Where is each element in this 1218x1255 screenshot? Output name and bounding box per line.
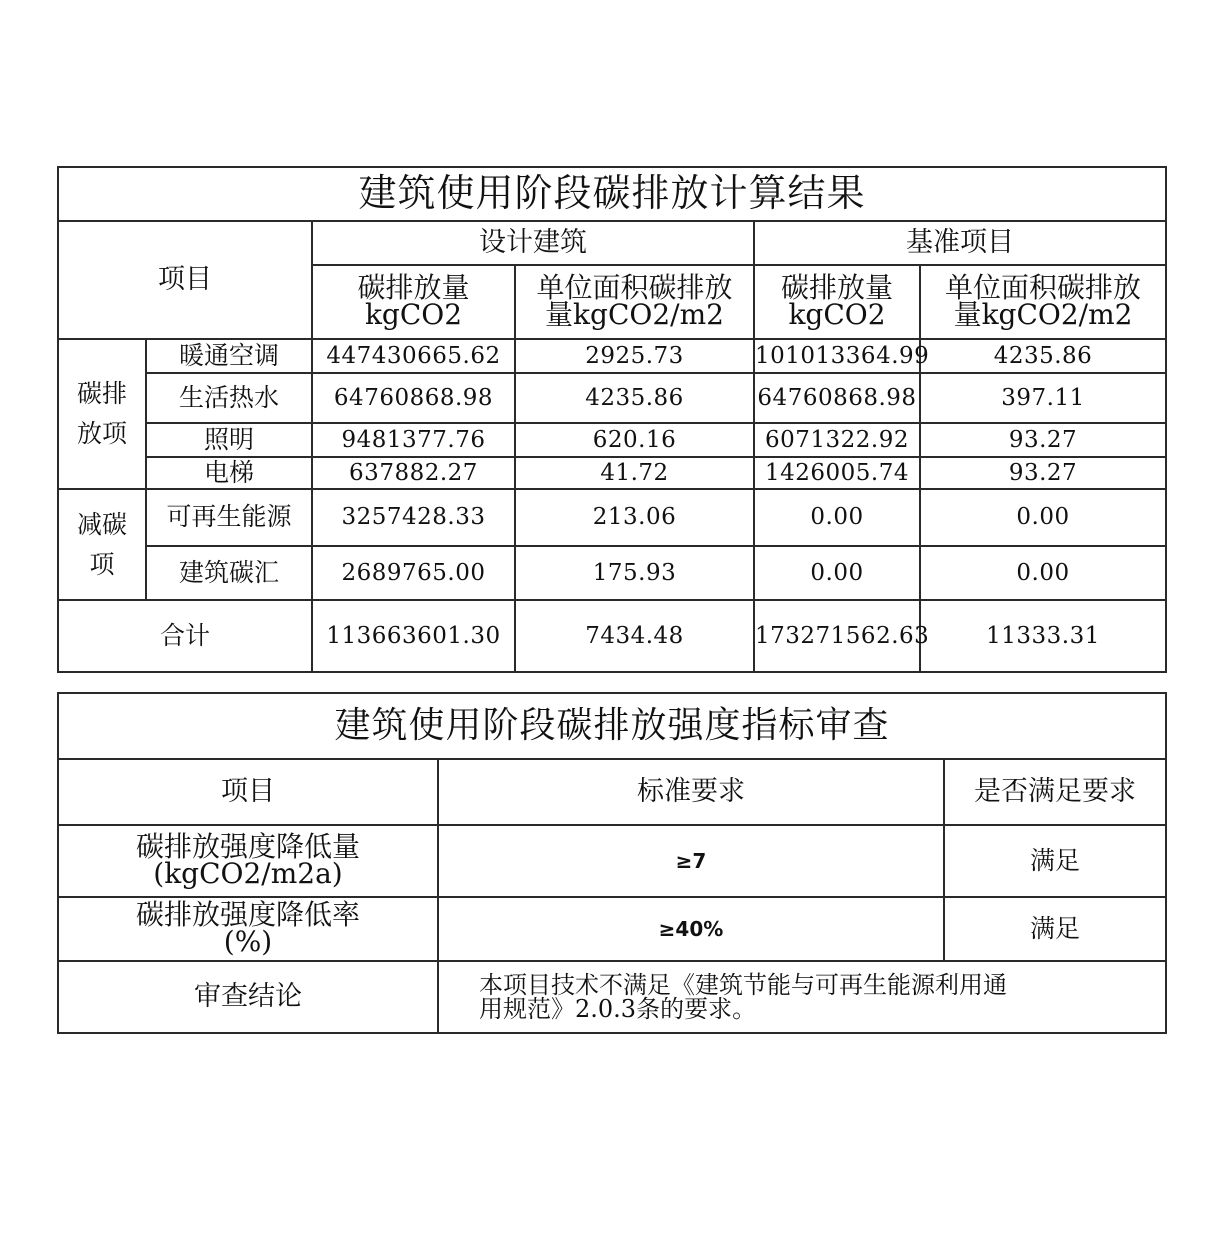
item-header: 项目 [58, 221, 312, 339]
row-name: 建筑碳汇 [146, 546, 312, 600]
design-total: 113663601.30 [312, 600, 515, 672]
standard-value: ≥7 [438, 825, 944, 897]
base-total: 101013364.99 [754, 339, 920, 373]
conclusion-row [58, 961, 1166, 1033]
baseline-project-header: 基准项目 [754, 221, 1166, 265]
result-value: 满足 [944, 825, 1166, 897]
calc-table-title: 建筑使用阶段碳排放计算结果 [58, 167, 1166, 221]
table-row [58, 339, 1166, 373]
design-unit: 175.93 [515, 546, 754, 600]
row-name: 照明 [146, 423, 312, 457]
base-unit: 93.27 [920, 423, 1166, 457]
base-unit: 0.00 [920, 489, 1166, 546]
row-name: 生活热水 [146, 373, 312, 423]
table-row [58, 489, 1166, 546]
review-item: 碳排放强度降低量 (kgCO2/m2a) [58, 825, 438, 897]
row-name: 可再生能源 [146, 489, 312, 546]
base-total: 0.00 [754, 546, 920, 600]
design-building-header: 设计建筑 [312, 221, 754, 265]
review-item: 碳排放强度降低率 (%) [58, 897, 438, 961]
total-row [58, 600, 1166, 672]
table-row [58, 373, 1166, 423]
base-emission-header: 碳排放量 kgCO2 [754, 265, 920, 339]
review-item-header: 项目 [58, 759, 438, 825]
design-total: 447430665.62 [312, 339, 515, 373]
base-unit: 4235.86 [920, 339, 1166, 373]
table-row [58, 546, 1166, 600]
conclusion-label: 审查结论 [58, 961, 438, 1033]
design-total: 637882.27 [312, 457, 515, 489]
base-unit: 0.00 [920, 546, 1166, 600]
reduction-category: 减碳 项 [58, 489, 146, 600]
carbon-calc-table [57, 166, 1167, 673]
design-unit: 2925.73 [515, 339, 754, 373]
table-row [58, 423, 1166, 457]
row-name: 暖通空调 [146, 339, 312, 373]
standard-header: 标准要求 [438, 759, 944, 825]
base-total: 64760868.98 [754, 373, 920, 423]
row-name: 电梯 [146, 457, 312, 489]
standard-value: ≥40% [438, 897, 944, 961]
design-total: 2689765.00 [312, 546, 515, 600]
design-unit: 41.72 [515, 457, 754, 489]
base-total: 6071322.92 [754, 423, 920, 457]
design-emission-header: 碳排放量 kgCO2 [312, 265, 515, 339]
base-total: 1426005.74 [754, 457, 920, 489]
base-unit: 11333.31 [920, 600, 1166, 672]
design-unit-header: 单位面积碳排放 量kgCO2/m2 [515, 265, 754, 339]
review-table-title: 建筑使用阶段碳排放强度指标审查 [58, 693, 1166, 759]
emission-category: 碳排 放项 [58, 339, 146, 489]
table-row [58, 457, 1166, 489]
base-total: 0.00 [754, 489, 920, 546]
total-label: 合计 [58, 600, 312, 672]
design-unit: 620.16 [515, 423, 754, 457]
base-unit-header: 单位面积碳排放 量kgCO2/m2 [920, 265, 1166, 339]
conclusion-text: 本项目技术不满足《建筑节能与可再生能源利用通 用规范》2.0.3条的要求。 [438, 961, 1166, 1033]
base-unit: 93.27 [920, 457, 1166, 489]
table-row [58, 825, 1166, 897]
intensity-review-table [57, 692, 1167, 1034]
design-total: 3257428.33 [312, 489, 515, 546]
satisfied-header: 是否满足要求 [944, 759, 1166, 825]
design-unit: 213.06 [515, 489, 754, 546]
design-unit: 4235.86 [515, 373, 754, 423]
base-unit: 397.11 [920, 373, 1166, 423]
design-total: 9481377.76 [312, 423, 515, 457]
base-total: 173271562.63 [754, 600, 920, 672]
design-total: 64760868.98 [312, 373, 515, 423]
table-row [58, 897, 1166, 961]
design-unit: 7434.48 [515, 600, 754, 672]
result-value: 满足 [944, 897, 1166, 961]
